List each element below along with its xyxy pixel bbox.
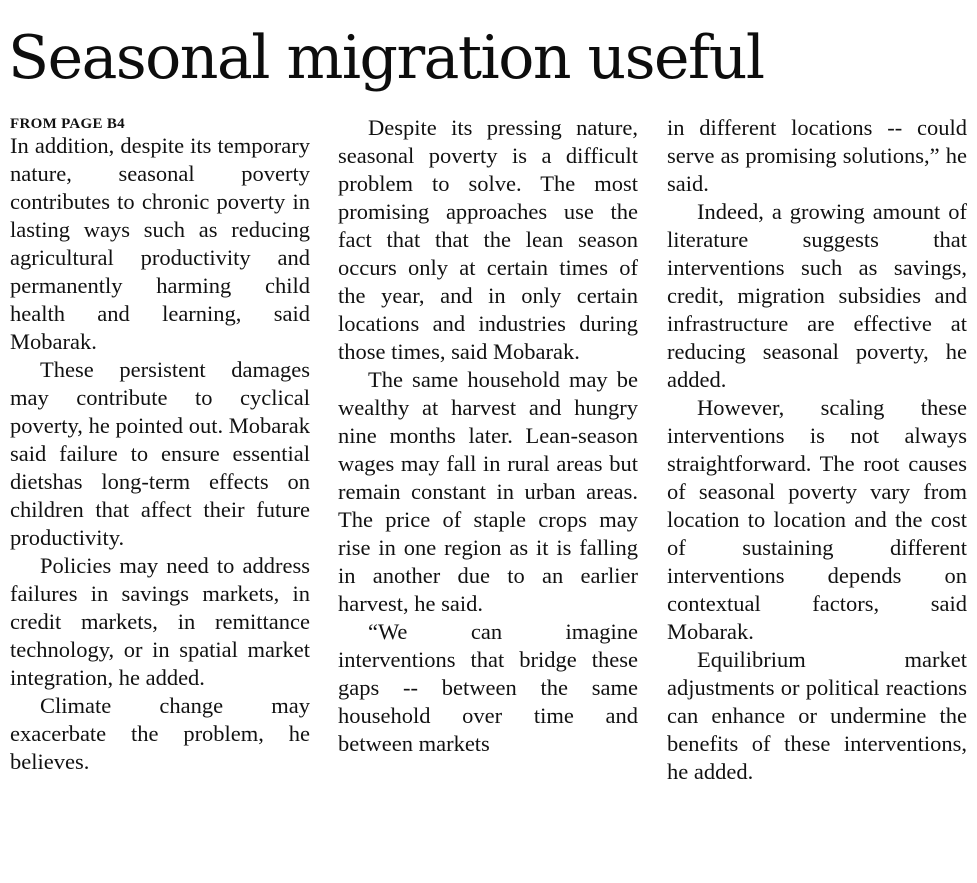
paragraph: Despite its pressing nature, seasonal poverty is a difficult problem to solve. The most promising approaches use the fact that that the lean season occurs only at certain times of the year, and in only certain locations and industries during those times, said Mobarak. bbox=[338, 115, 638, 364]
paragraph: In addition, despite its temporary nature, seasonal poverty contributes to chronic poverty in lasting ways such as reducing agricultural productivity and permanently harming child health and learning, said Mobarak. bbox=[10, 133, 310, 354]
paragraph: “We can imagine interventions that bridge these gaps -- between the same household over time and between markets bbox=[338, 619, 638, 756]
paragraph: Indeed, a growing amount of literature suggests that interventions such as savings, credit, migration subsidies and infrastructure are effective at reducing seasonal poverty, he added. bbox=[667, 199, 967, 392]
paragraph: These persistent damages may contribute to cyclical poverty, he pointed out. Mobarak said failure to ensure essential dietshas long-term effects on children that affect their future productivity. bbox=[10, 357, 310, 550]
paragraph-continued: in different locations -- could serve as promising solutions,” he said. bbox=[667, 115, 967, 196]
paragraph: The same household may be wealthy at harvest and hungry nine months later. Lean-season wages may fall in rural areas but remain constant in urban areas. The price of staple crops may rise in one region as it is falling in another due to an earlier harvest, he said. bbox=[338, 367, 638, 616]
article-column-3 bbox=[667, 114, 967, 786]
headline: Seasonal migration useful bbox=[8, 23, 764, 93]
article-column-2 bbox=[338, 114, 638, 758]
paragraph: Equilibrium market adjustments or political reactions can enhance or undermine the benefits of these interventions, he added. bbox=[667, 647, 967, 784]
paragraph: Climate change may exacerbate the problem, he believes. bbox=[10, 693, 310, 774]
article-column-1 bbox=[10, 114, 310, 776]
kicker: FROM PAGE B4 bbox=[10, 116, 125, 132]
paragraph: However, scaling these interventions is not always straightforward. The root causes of seasonal poverty vary from location to location and the cost of sustaining different interventions depends on contextual factors, said Mobarak. bbox=[667, 395, 967, 644]
paragraph: Policies may need to address failures in savings markets, in credit markets, in remittance technology, or in spatial market integration, he added. bbox=[10, 553, 310, 690]
